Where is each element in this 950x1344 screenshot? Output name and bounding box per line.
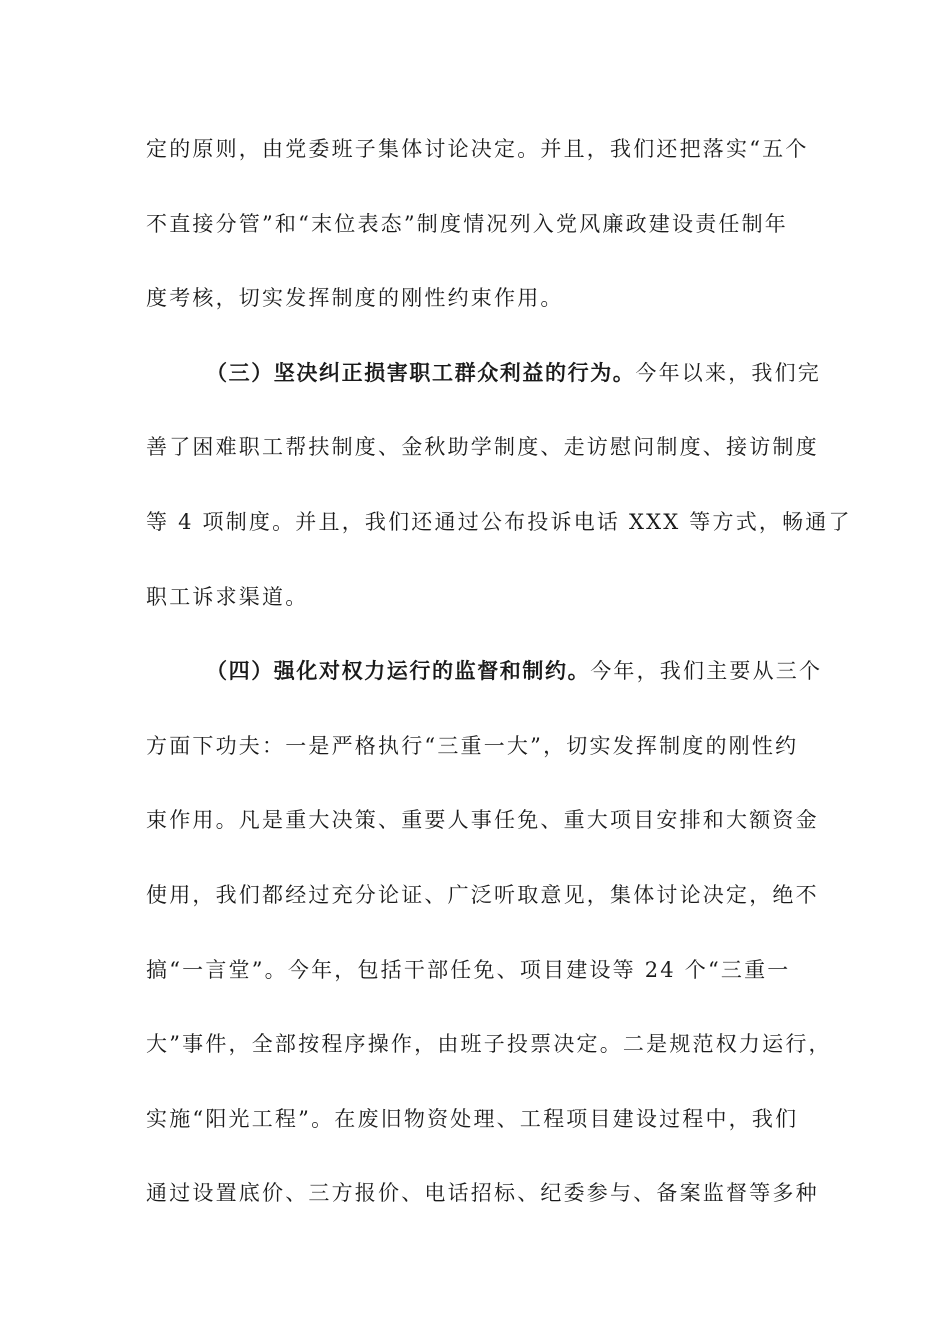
text-line: 大”事件，全部按程序操作，由班子投票决定。二是规范权力运行， bbox=[146, 1032, 832, 1057]
text-line: 实施“阳光工程”。在废旧物资处理、工程项目建设过程中，我们 bbox=[146, 1106, 799, 1131]
text-line: 方面下功夫：一是严格执行“三重一大”，切实发挥制度的刚性约 bbox=[146, 733, 799, 758]
section-three-text: 今年以来，我们完 bbox=[635, 360, 822, 385]
text-line: 搞“一言堂”。今年，包括干部任免、项目建设等 24 个“三重一 bbox=[146, 957, 791, 982]
text-line: 定的原则，由党委班子集体讨论决定。并且，我们还把落实“五个 bbox=[146, 137, 809, 161]
text-line: 等 4 项制度。并且，我们还通过公布投诉电话 XXX 等方式，畅通了 bbox=[146, 509, 852, 534]
section-three-line bbox=[146, 348, 822, 423]
section-four-line bbox=[146, 646, 823, 721]
section-heading-four: （四）强化对权力运行的监督和制约。 bbox=[206, 658, 591, 684]
text-line: 束作用。凡是重大决策、重要人事任免、重大项目安排和大额资金 bbox=[146, 808, 819, 833]
text-line: 度考核，切实发挥制度的刚性约束作用。 bbox=[146, 286, 564, 311]
text-line: 通过设置底价、三方报价、电话招标、纪委参与、备案监督等多种 bbox=[146, 1181, 819, 1206]
section-heading-three: （三）坚决纠正损害职工群众利益的行为。 bbox=[206, 359, 636, 385]
section-four-text: 今年，我们主要从三个 bbox=[590, 659, 823, 684]
text-line: 善了困难职工帮扶制度、金秋助学制度、走访慰问制度、接访制度 bbox=[146, 435, 819, 460]
text-line: 职工诉求渠道。 bbox=[146, 584, 309, 609]
text-line: 不直接分管”和“末位表态”制度情况列入党风廉政建设责任制年 bbox=[146, 211, 789, 236]
text-line: 使用，我们都经过充分论证、广泛听取意见，集体讨论决定，绝不 bbox=[146, 882, 819, 907]
body-text bbox=[146, 124, 852, 1243]
